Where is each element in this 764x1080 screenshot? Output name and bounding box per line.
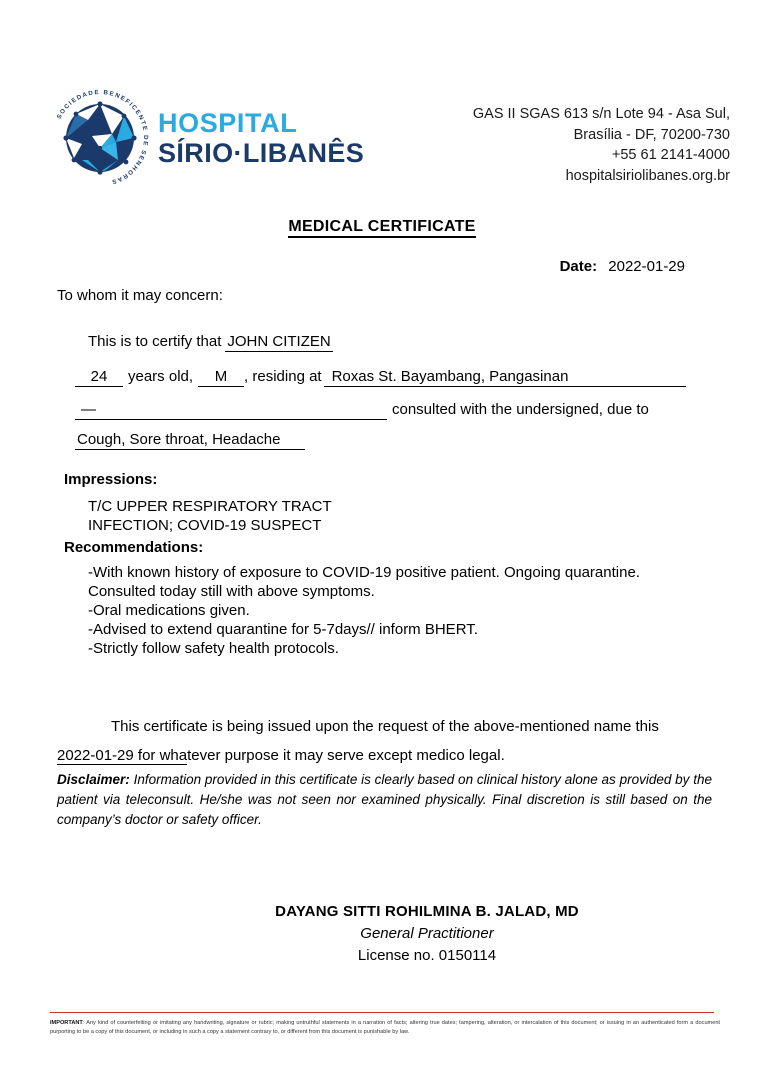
certify-statement bbox=[88, 333, 333, 350]
page-title-text: MEDICAL CERTIFICATE bbox=[288, 218, 475, 238]
patient-sex: M bbox=[198, 368, 244, 387]
patient-extra-blank: — bbox=[75, 401, 387, 420]
disclaimer-text: Information provided in this certificate is clearly based on clinical history alone as provided by the patient via teleconsult. He/she was not seen nor examined physically. Final discretion is still based on the company’s doctor or safety officer. bbox=[57, 772, 712, 827]
date-value: 2022-01-29 bbox=[608, 258, 685, 275]
consulted-label: consulted with the undersigned, due to bbox=[392, 401, 649, 418]
impression-line: T/C UPPER RESPIRATORY TRACT bbox=[88, 498, 332, 515]
wordmark-line-1: HOSPITAL bbox=[158, 107, 298, 138]
doctor-name: DAYANG SITTI ROHILMINA B. JALAD, MD bbox=[275, 903, 579, 920]
impressions-body bbox=[88, 497, 332, 535]
logo-sphere-icon bbox=[48, 86, 152, 190]
hospital-address bbox=[473, 104, 730, 186]
recommendation-line: -Strictly follow safety health protocols. bbox=[88, 640, 339, 657]
disclaimer-label: Disclaimer: bbox=[57, 772, 130, 787]
issue-date bbox=[560, 258, 685, 275]
closing-underlined-date: 2022-01-29 for wha bbox=[57, 747, 188, 764]
document-header bbox=[0, 0, 764, 200]
patient-name: JOHN CITIZEN bbox=[227, 333, 331, 350]
disclaimer bbox=[57, 770, 712, 830]
closing-statement bbox=[57, 712, 697, 770]
date-label: Date: bbox=[559, 258, 598, 275]
address-website: hospitalsiriolibanes.org.br bbox=[565, 167, 730, 184]
hospital-wordmark bbox=[158, 107, 365, 168]
age-suffix-label: years old, bbox=[128, 368, 194, 385]
address-line-1: GAS II SGAS 613 s/n Lote 94 - Asa Sul, bbox=[472, 106, 730, 122]
hospital-logo bbox=[48, 86, 364, 190]
logo-ring-text: SOCIEDADE BENEFICENTE DE SENHORAS bbox=[55, 88, 150, 186]
recommendation-line: Consulted today still with above symptoms. bbox=[88, 583, 375, 600]
patient-symptoms: Cough, Sore throat, Headache bbox=[75, 431, 305, 450]
footer-legal-notice bbox=[50, 1019, 720, 1037]
doctor-role: General Practitioner bbox=[360, 925, 494, 942]
recommendations-body bbox=[88, 563, 640, 658]
recommendation-line: -Oral medications given. bbox=[88, 602, 250, 619]
residing-label: , residing at bbox=[244, 368, 322, 385]
patient-age: 24 bbox=[75, 368, 123, 387]
certify-prefix: This is to certify that bbox=[88, 333, 222, 350]
footer-divider bbox=[50, 1012, 714, 1013]
closing-line-1: This certificate is being issued upon the request of the above-mentioned name this bbox=[111, 718, 659, 735]
footer-important-label: IMPORTANT bbox=[50, 1020, 83, 1026]
page-title bbox=[0, 218, 764, 236]
wordmark-line-2: SÍRIO·LIBANÊS bbox=[158, 137, 365, 168]
footer-legal-text: : Any kind of counterfeiting or imitating any handwriting, signature or rubric; making untruthful statements in a narration of facts; altering true dates; tampering, alteration, or intercalation of this document; or issuing in an authenticated form a document purporting to be a copy of this document, or including in such a copy a statement contrary to, or different from this document is punishable by law. bbox=[50, 1020, 720, 1035]
symptoms-row bbox=[75, 431, 305, 450]
address-phone: +55 61 2141-4000 bbox=[611, 147, 730, 163]
consultation-row bbox=[75, 401, 654, 420]
recommendation-line: -With known history of exposure to COVID-19 positive patient. Ongoing quarantine. bbox=[88, 564, 640, 581]
salutation: To whom it may concern: bbox=[57, 287, 223, 304]
address-line-2: Brasília - DF, 70200-730 bbox=[573, 126, 730, 143]
patient-details-row bbox=[75, 368, 686, 387]
signature-block bbox=[0, 903, 764, 964]
patient-address: Roxas St. Bayambang, Pangasinan bbox=[324, 368, 686, 387]
impressions-heading: Impressions: bbox=[64, 471, 158, 488]
doctor-license: License no. 0150114 bbox=[357, 947, 497, 964]
closing-line-2: tever purpose it may serve except medico legal. bbox=[187, 747, 505, 764]
recommendation-line: -Advised to extend quarantine for 5-7days// inform BHERT. bbox=[88, 621, 478, 638]
recommendations-heading: Recommendations: bbox=[64, 539, 204, 556]
impression-line: INFECTION; COVID-19 SUSPECT bbox=[88, 517, 322, 534]
